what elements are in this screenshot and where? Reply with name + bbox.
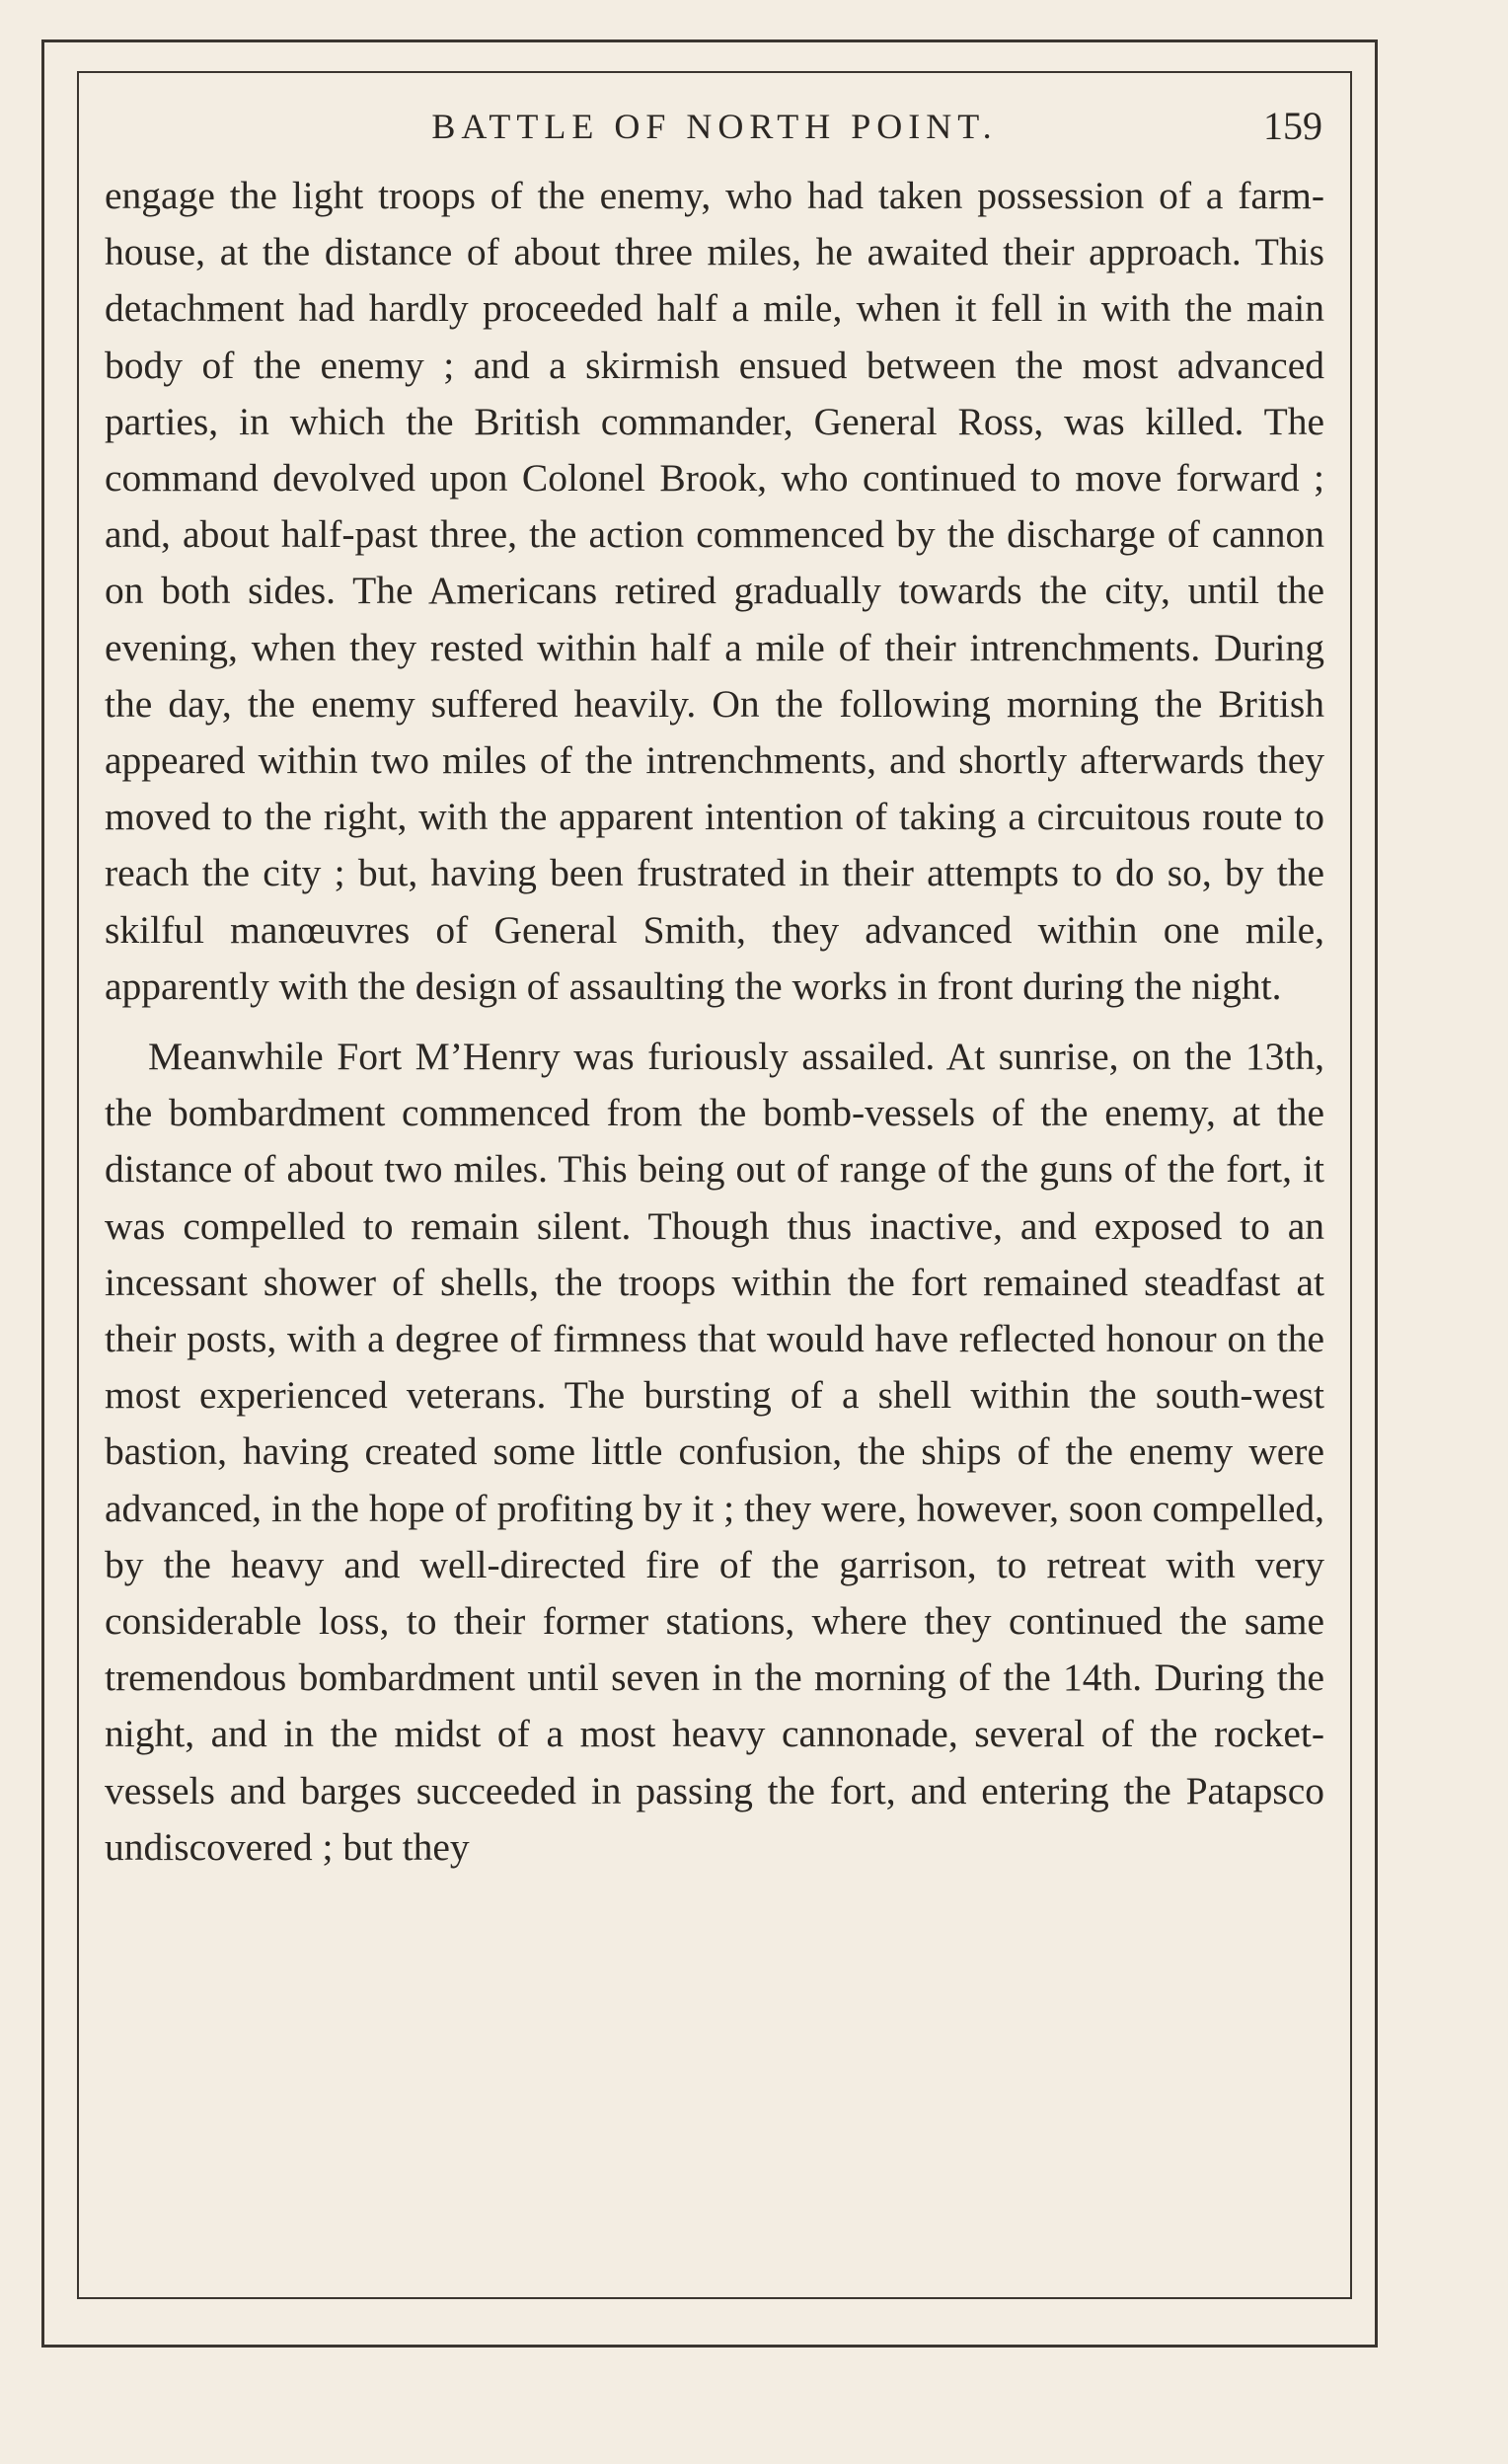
page-number: 159 [1263,104,1322,148]
outer-frame-left-rule [41,39,44,2348]
body-text [105,168,1324,1876]
paragraph: engage the light troops of the enemy, who had taken possession of a farm-house, at the distance of about three miles, he awaited their approach. This detachment had hardly proceeded half a mile, when it fell in with the main body of the enemy ; and a skirmish ensued between the most advanced parties, in which the British commander, General Ross, was killed. The command devolved upon Colonel Brook, who continued to move forward ; and, about half-past three, the action commenced by the discharge of cannon on both sides. The Americans retired gradually towards the city, until the evening, when they rested within half a mile of their intrenchments. During the day, the enemy suffered heavily. On the following morning the British appeared within two miles of the intrenchments, and shortly afterwards they moved to the right, with the apparent intention of taking a circuitous route to reach the city ; but, having been frustrated in their attempts to do so, by the skilful manœuvres of General Smith, they advanced within one mile, apparently with the design of assaulting the works in front during the night. [105,174,1324,1008]
page-header [107,97,1322,156]
running-head: BATTLE OF NORTH POINT. [431,107,998,146]
paragraph: Meanwhile Fort M’Henry was furiously assailed. At sunrise, on the 13th, the bombardment commenced from the bomb-vessels of the enemy, at the distance of about two miles. This being out of range of the guns of the fort, it was compelled to remain silent. Though thus inactive, and exposed to an incessant shower of shells, the troops within the fort remained steadfast at their posts, with a degree of firmness that would have reflected honour on the most experienced veterans. The bursting of a shell within the south-west bastion, having created some little confusion, the ships of the enemy were advanced, in the hope of profiting by it ; they were, however, soon compelled, by the heavy and well-directed fire of the garrison, to retreat with very considerable loss, to their former stations, where they continued the same tremendous bombardment until seven in the morning of the 14th. During the night, and in the midst of a most heavy cannonade, several of the rocket-vessels and barges succeeded in passing the fort, and entering the Patapsco undiscovered ; but they [105,1035,1324,1869]
